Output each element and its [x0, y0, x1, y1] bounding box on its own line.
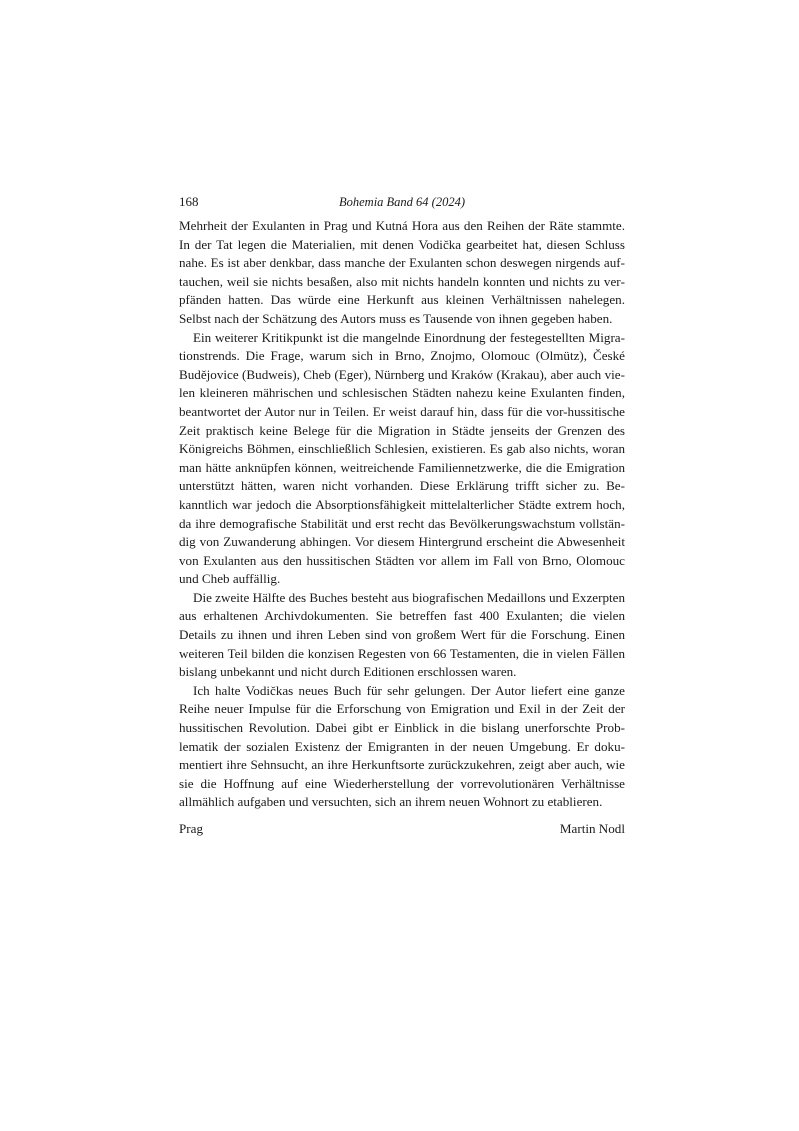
paragraph: Mehrheit der Exulanten in Prag und Kutná Hora aus den Reihen der Räte stammte. In der Tat legen die Materialien, mit denen Vodička gearbeitet hat, diesen Schluss nahe. Es ist aber denkbar, dass manche der Exulanten schon deswegen nirgends auftauchen, weil sie nichts besaßen, also mit nichts handeln konnten und nichts zu verpfänden hatten. Das würde eine Herkunft aus kleinen Verhältnissen nahelegen. Selbst nach der Schätzung des Autors muss es Tausende von ihnen gegeben haben. — [179, 218, 625, 326]
signature-line — [179, 819, 625, 838]
page-header — [179, 193, 625, 211]
running-head: Bohemia Band 64 (2024) — [338, 195, 466, 209]
paragraph: Ein weiterer Kritikpunkt ist die mangelnde Einordnung der festegestellten Migrationstrends. Die Frage, warum sich in Brno, Znojmo, Olomouc (Olmütz), České Budějovice (Budweis), Cheb (Eger), Nürnberg und Kraków (Krakau), aber auch vielen kleineren mährischen und schlesischen Städten nahezu keine Exulanten finden, beantwortet der Autor nur in Teilen. Er weist darauf hin, dass für die vor-hussitische Zeit praktisch keine Belege für die Migration in Städte jenseits der Grenzen des Königreichs Böhmen, einschließlich Schlesien, existieren. Es gab also nichts, woran man hätte anknüpfen können, weitreichende Familiennetzwerke, die die Emigration unterstützt hätten, waren nicht vorhanden. Diese Erklärung trifft sicher zu. Bekanntlich war jedoch die Absorptionsfähigkeit mittelalterlicher Städte extrem hoch, da ihre demografische Stabilität und erst recht das Bevölkerungswachstum vollständig von Zuwanderung abhingen. Vor diesem Hintergrund erscheint die Abwesenheit von Exulanten aus den hussitischen Städten vor allem im Fall von Brno, Olomouc und Cheb auffällig. — [179, 329, 625, 587]
paragraph: Ich halte Vodičkas neues Buch für sehr gelungen. Der Autor liefert eine ganze Reihe neuer Impulse für die Erforschung von Emigration und Exil in der Zeit der hussitischen Revolution. Dabei gibt er Einblick in die bislang unerforschte Problematik der sozialen Existenz der Emigranten in der neuen Umgebung. Er dokumentiert ihre Sehnsucht, an ihre Herkunftsorte zurückzukehren, zeigt aber auch, wie sie die Hoffnung auf eine Wiederherstellung der vorrevolutionären Verhältnisse allmählich aufgaben und versuchten, sich an ihrem neuen Wohnort zu etablieren. — [179, 682, 625, 810]
page-number: 168 — [179, 194, 199, 209]
paragraph: Die zweite Hälfte des Buches besteht aus biografischen Medaillons und Exzerpten aus erhaltenen Archivdokumenten. Sie betreffen fast 400 Exulanten; die vielen Details zu ihnen und ihren Leben sind von großem Wert für die Forschung. Einen weiteren Teil bilden die konzisen Regesten von 66 Testamenten, die in vielen Fällen bislang unbekannt und nicht durch Editionen erschlossen waren. — [179, 589, 625, 680]
signature-author: Martin Nodl — [559, 821, 625, 836]
document-page — [179, 193, 625, 838]
body-text — [179, 217, 625, 812]
signature-place: Prag — [179, 821, 204, 836]
